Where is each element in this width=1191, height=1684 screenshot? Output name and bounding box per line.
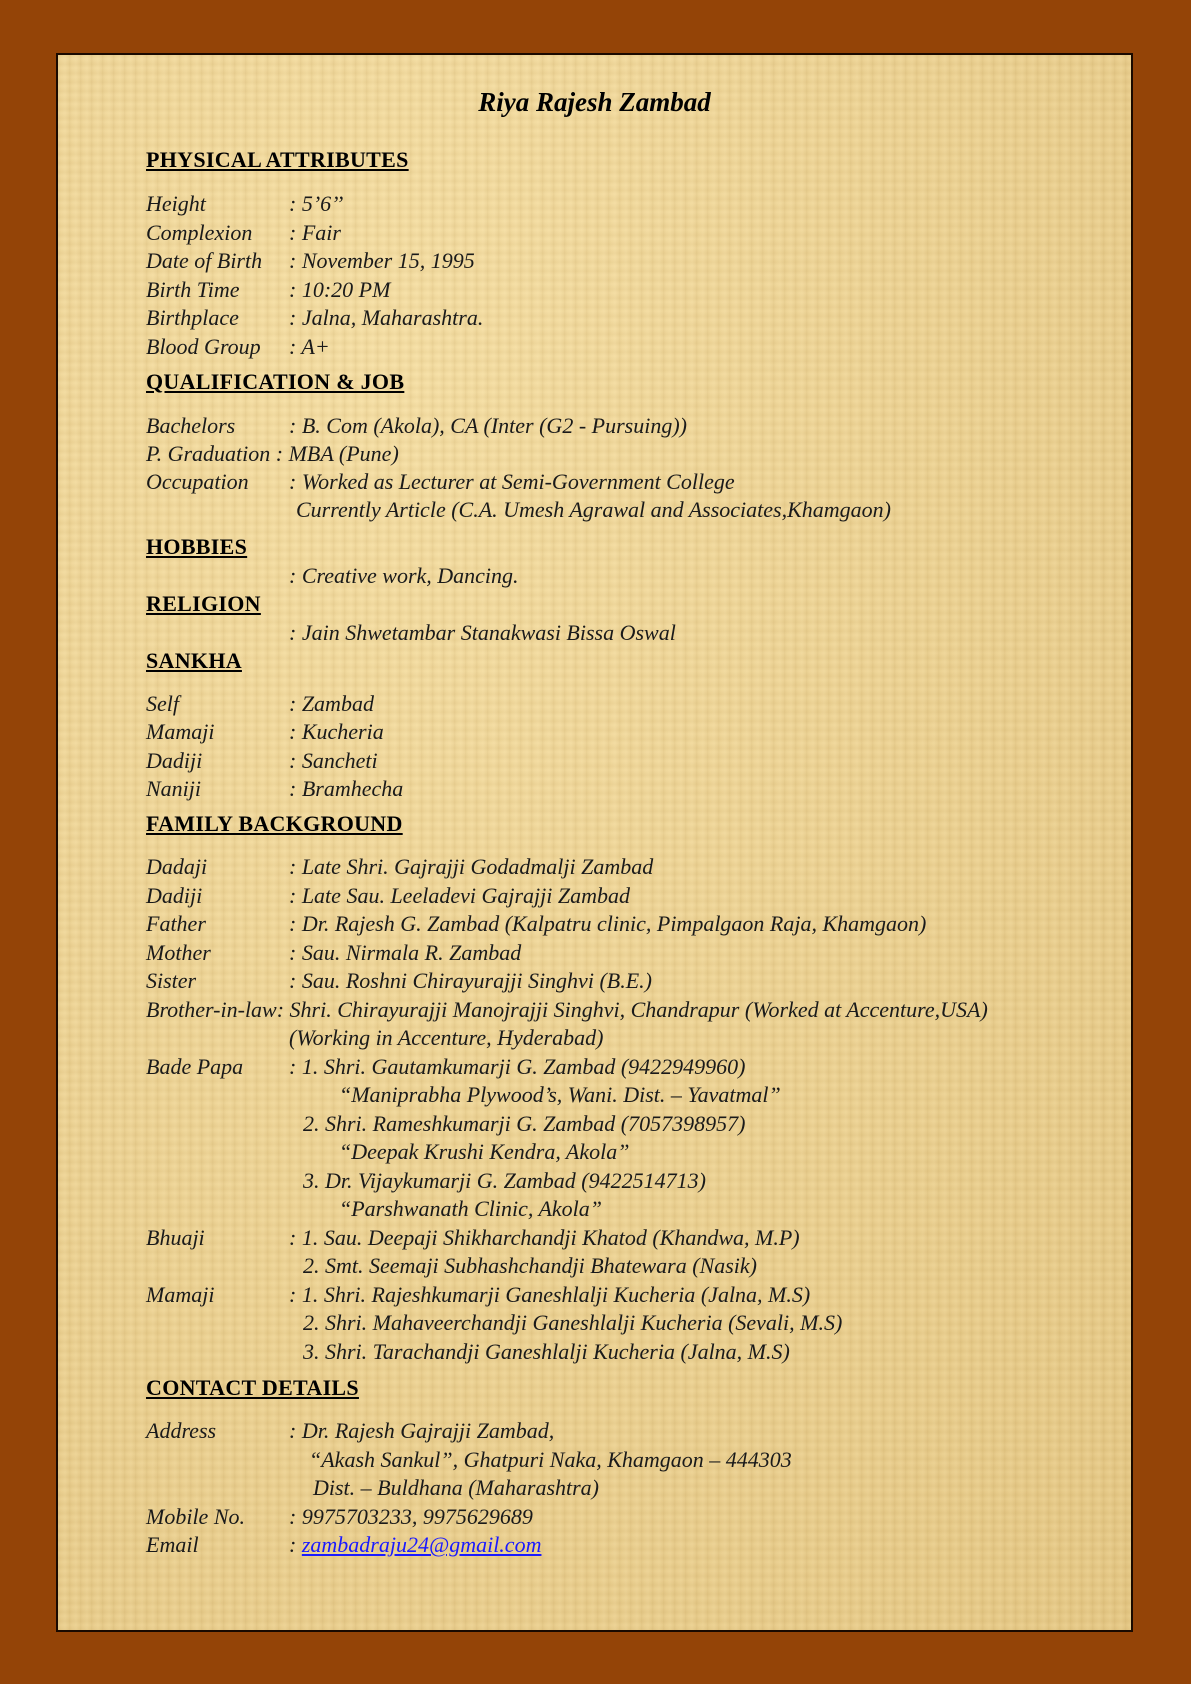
mamaji-line: : 1. Shri. Rajeshkumarji Ganeshlalji Kucheria (Jalna, M.S) xyxy=(289,1282,811,1307)
qualification-heading: QUALIFICATION & JOB xyxy=(146,369,405,394)
field-value: : 5’6’’ xyxy=(289,191,344,216)
email-label: Email xyxy=(146,1532,199,1557)
bade-papa-line: “Maniprabha Plywood’s, Wani. Dist. – Yavatmal” xyxy=(339,1082,781,1107)
email-link[interactable]: zambadraju24@gmail.com xyxy=(301,1532,542,1557)
field-label: Complexion xyxy=(146,220,253,245)
brother-in-law-line-2: (Working in Accenture, Hyderabad) xyxy=(289,1025,604,1050)
mobile-label: Mobile No. xyxy=(146,1504,245,1529)
post-graduation-line: P. Graduation : MBA (Pune) xyxy=(146,441,399,466)
field-value: : Fair xyxy=(289,220,341,245)
email-row xyxy=(289,1532,541,1558)
field-label: Bachelors xyxy=(146,413,236,438)
mamaji-label: Mamaji xyxy=(146,1282,215,1307)
field-value: : B. Com (Akola), CA (Inter (G2 - Pursuing)) xyxy=(289,413,687,438)
field-label: Mamaji xyxy=(146,719,215,744)
field-value: : Late Sau. Leeladevi Gajrajji Zambad xyxy=(289,883,630,908)
field-label: Birth Time xyxy=(146,277,240,302)
field-value: : Sancheti xyxy=(289,748,378,773)
bade-papa-label: Bade Papa xyxy=(146,1054,244,1079)
mamaji-line: 3. Shri. Tarachandji Ganeshlalji Kucheria (Jalna, M.S) xyxy=(303,1339,790,1364)
address-line: : Dr. Rajesh Gajrajji Zambad, xyxy=(289,1418,555,1443)
hobbies-value: : Creative work, Dancing. xyxy=(289,563,519,588)
religion-value: : Jain Shwetambar Stanakwasi Bissa Oswal xyxy=(289,620,676,645)
address-line: “Akash Sankul”, Ghatpuri Naka, Khamgaon – 444303 xyxy=(309,1447,792,1472)
address-label: Address xyxy=(146,1418,217,1443)
field-value: : A+ xyxy=(289,334,330,359)
field-label: Father xyxy=(146,911,206,936)
mamaji-line: 2. Shri. Mahaveerchandji Ganeshlalji Kucheria (Sevali, M.S) xyxy=(303,1310,843,1335)
field-value: : Worked as Lecturer at Semi-Government College xyxy=(289,469,735,494)
field-label: Dadiji xyxy=(146,748,203,773)
field-value: : Kucheria xyxy=(289,719,384,744)
field-label: Naniji xyxy=(146,776,202,801)
field-value: : Sau. Roshni Chirayurajji Singhvi (B.E.) xyxy=(289,968,652,993)
field-label: Date of Birth xyxy=(146,248,263,273)
physical-attributes-heading: PHYSICAL ATTRIBUTES xyxy=(146,147,409,172)
sankha-heading: SANKHA xyxy=(146,648,242,673)
email-colon: : xyxy=(289,1532,302,1557)
bhuaji-label: Bhuaji xyxy=(146,1225,205,1250)
biodata-page xyxy=(56,53,1133,1632)
field-label: Birthplace xyxy=(146,305,239,330)
field-value: : Dr. Rajesh G. Zambad (Kalpatru clinic, Pimpalgaon Raja, Khamgaon) xyxy=(289,911,927,936)
brother-in-law-line: Brother-in-law: Shri. Chirayurajji Manojrajji Singhvi, Chandrapur (Worked at Accenture,USA) xyxy=(146,997,988,1022)
field-value: : 10:20 PM xyxy=(289,277,391,302)
bhuaji-line: : 1. Sau. Deepaji Shikharchandji Khatod (Khandwa, M.P) xyxy=(289,1225,800,1250)
field-value: : Zambad xyxy=(289,691,374,716)
bade-papa-line: 2. Shri. Rameshkumarji G. Zambad (7057398957) xyxy=(303,1111,746,1136)
mobile-value: : 9975703233, 9975629689 xyxy=(289,1504,533,1529)
bade-papa-line: “Parshwanath Clinic, Akola” xyxy=(339,1196,603,1221)
field-label: Self xyxy=(146,691,179,716)
bade-papa-line: “Deepak Krushi Kendra, Akola” xyxy=(339,1139,630,1164)
bhuaji-line: 2. Smt. Seemaji Subhashchandji Bhatewara (Nasik) xyxy=(303,1253,758,1278)
family-background-heading: FAMILY BACKGROUND xyxy=(146,811,403,836)
field-value: : Bramhecha xyxy=(289,776,404,801)
field-value: : Late Shri. Gajrajji Godadmalji Zambad xyxy=(289,854,654,879)
field-label: Sister xyxy=(146,968,197,993)
field-label: Occupation xyxy=(146,469,249,494)
occupation-line-2: Currently Article (C.A. Umesh Agrawal and Associates,Khamgaon) xyxy=(296,497,891,522)
field-value: : Sau. Nirmala R. Zambad xyxy=(289,940,522,965)
field-label: Height xyxy=(146,191,206,216)
address-line: Dist. – Buldhana (Maharashtra) xyxy=(313,1475,599,1500)
field-value: : November 15, 1995 xyxy=(289,248,475,273)
field-label: Blood Group xyxy=(146,334,261,359)
religion-heading: RELIGION xyxy=(146,591,261,616)
field-label: Mother xyxy=(146,940,211,965)
hobbies-heading: HOBBIES xyxy=(146,534,248,559)
contact-details-heading: CONTACT DETAILS xyxy=(146,1375,359,1400)
field-label: Dadiji xyxy=(146,883,203,908)
field-value: : Jalna, Maharashtra. xyxy=(289,305,484,330)
bade-papa-line: 3. Dr. Vijaykumarji G. Zambad (9422514713) xyxy=(303,1168,706,1193)
bade-papa-line: : 1. Shri. Gautamkumarji G. Zambad (9422949960) xyxy=(289,1054,746,1079)
field-label: Dadaji xyxy=(146,854,208,879)
page-title: Riya Rajesh Zambad xyxy=(478,87,711,117)
